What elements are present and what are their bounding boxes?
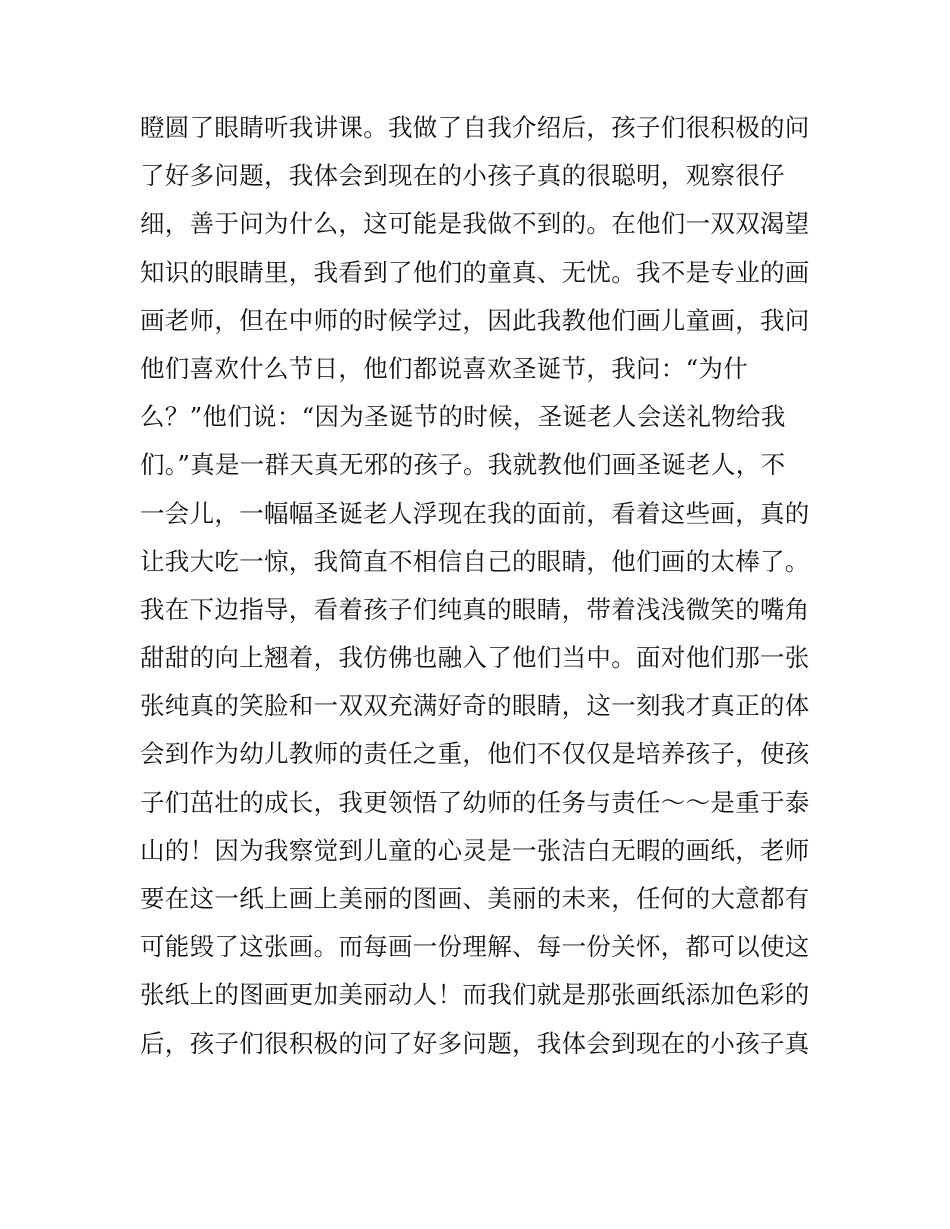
- text-line: 画老师，但在中师的时候学过，因此我教他们画儿童画，我问: [140, 305, 810, 335]
- text-line: 知识的眼睛里，我看到了他们的童真、无忧。我不是专业的画: [140, 257, 810, 287]
- body-text: [140, 104, 840, 1068]
- text-line: 了好多问题，我体会到现在的小孩子真的很聪明，观察很仔: [140, 161, 785, 191]
- text-line: 子们茁壮的成长，我更领悟了幼师的任务与责任～～是重于泰: [140, 787, 810, 817]
- text-line: 会到作为幼儿教师的责任之重，他们不仅仅是培养孩子，使孩: [140, 739, 810, 769]
- text-line: 张纸上的图画更加美丽动人！而我们就是那张画纸添加色彩的: [140, 980, 810, 1010]
- text-line: 我在下边指导，看着孩子们纯真的眼睛，带着浅浅微笑的嘴角: [140, 594, 810, 624]
- text-line: 甜甜的向上翘着，我仿佛也融入了他们当中。面对他们那一张: [140, 643, 810, 673]
- text-line: 一会儿，一幅幅圣诞老人浮现在我的面前，看着这些画，真的: [140, 498, 810, 528]
- text-line: 他们喜欢什么节日，他们都说喜欢圣诞节，我问：“为什: [140, 353, 749, 383]
- text-line: 可能毁了这张画。而每画一份理解、每一份关怀，都可以使这: [140, 932, 810, 962]
- text-line: 张纯真的笑脸和一双双充满好奇的眼睛，这一刻我才真正的体: [140, 691, 810, 721]
- text-line: 让我大吃一惊，我简直不相信自己的眼睛，他们画的太棒了。: [140, 546, 810, 576]
- text-line: 山的！因为我察觉到儿童的心灵是一张洁白无暇的画纸，老师: [140, 835, 810, 865]
- text-line: 要在这一纸上画上美丽的图画、美丽的未来，任何的大意都有: [140, 884, 810, 913]
- text-line: 么？”他们说：“因为圣诞节的时候，圣诞老人会送礼物给我: [140, 402, 786, 432]
- text-line: 们。”真是一群天真无邪的孩子。我就教他们画圣诞老人，不: [140, 450, 786, 480]
- text-line: 瞪圆了眼睛听我讲课。我做了自我介绍后，孩子们很积极的问: [140, 113, 810, 142]
- text-line: 后，孩子们很积极的问了好多问题，我体会到现在的小孩子真: [140, 1028, 810, 1058]
- text-line: 细，善于问为什么，这可能是我做不到的。在他们一双双渴望: [140, 209, 810, 239]
